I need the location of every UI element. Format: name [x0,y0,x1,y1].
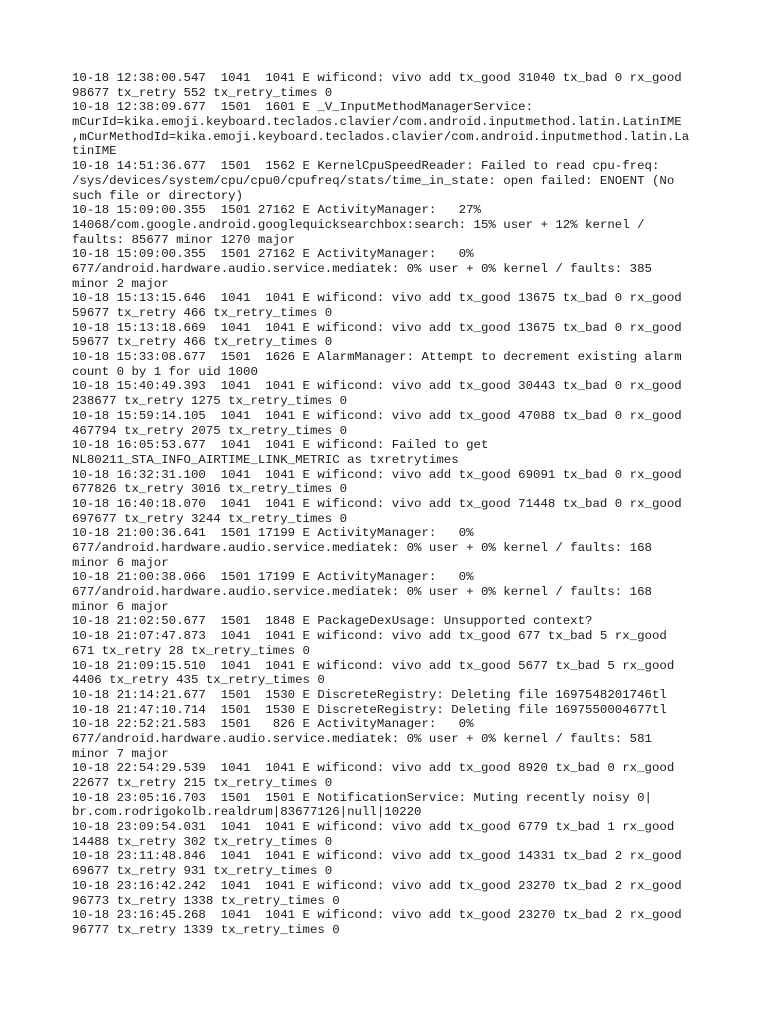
log-line: 10-18 15:40:49.393 1041 1041 E wificond: vivo add tx_good 30443 tx_bad 0 rx_good [72,379,682,394]
log-line: 10-18 21:07:47.873 1041 1041 E wificond: vivo add tx_good 677 tx_bad 5 rx_good [72,629,667,644]
log-line: br.com.rodrigokolb.realdrum|83677126|null|10220 [72,805,422,820]
log-line: minor 2 major [72,276,169,291]
log-line: 10-18 21:47:10.714 1501 1530 E DiscreteRegistry: Deleting file 1697550004677tl [72,702,667,717]
log-line: minor 7 major [72,746,169,761]
log-line: 10-18 21:00:38.066 1501 17199 E ActivityManager: 0% [72,570,474,585]
log-line: 10-18 22:54:29.539 1041 1041 E wificond: vivo add tx_good 8920 tx_bad 0 rx_good [72,761,675,776]
log-line: 59677 tx_retry 466 tx_retry_times 0 [72,335,333,350]
log-line: 677/android.hardware.audio.service.mediatek: 0% user + 0% kernel / faults: 581 [72,731,652,746]
log-line: 671 tx_retry 28 tx_retry_times 0 [72,643,310,658]
log-line: 10-18 12:38:00.547 1041 1041 E wificond: vivo add tx_good 31040 tx_bad 0 rx_good [72,71,682,85]
log-line: 10-18 15:13:18.669 1041 1041 E wificond: vivo add tx_good 13675 tx_bad 0 rx_good [72,320,682,335]
log-line: 96777 tx_retry 1339 tx_retry_times 0 [72,922,340,937]
log-line: 10-18 16:05:53.677 1041 1041 E wificond: Failed to get [72,438,489,453]
log-line: 10-18 15:09:00.355 1501 27162 E ActivityManager: 27% [72,203,481,218]
log-line: 10-18 15:13:15.646 1041 1041 E wificond: vivo add tx_good 13675 tx_bad 0 rx_good [72,291,682,306]
log-line: 14068/com.google.android.googlequicksearchbox:search: 15% user + 12% kernel / [72,217,645,232]
log-line: 10-18 23:16:42.242 1041 1041 E wificond: vivo add tx_good 23270 tx_bad 2 rx_good [72,878,682,893]
log-line: NL80211_STA_INFO_AIRTIME_LINK_METRIC as txretrytimes [72,452,459,467]
log-line: faults: 85677 minor 1270 major [72,232,296,247]
log-line: 96773 tx_retry 1338 tx_retry_times 0 [72,893,340,908]
log-line: 10-18 15:59:14.105 1041 1041 E wificond: vivo add tx_good 47088 tx_bad 0 rx_good [72,408,682,423]
log-line: 677/android.hardware.audio.service.mediatek: 0% user + 0% kernel / faults: 385 [72,261,652,276]
log-line: 677/android.hardware.audio.service.mediatek: 0% user + 0% kernel / faults: 168 [72,585,652,600]
log-line: such file or directory) [72,188,244,203]
log-line: 10-18 16:32:31.100 1041 1041 E wificond: vivo add tx_good 69091 tx_bad 0 rx_good [72,467,682,482]
log-line: 59677 tx_retry 466 tx_retry_times 0 [72,306,333,320]
log-text-block [72,71,722,938]
log-line: 677/android.hardware.audio.service.mediatek: 0% user + 0% kernel / faults: 168 [72,541,652,555]
log-line: 14488 tx_retry 302 tx_retry_times 0 [72,834,333,849]
log-line: 10-18 12:38:09.677 1501 1601 E _V_InputMethodManagerService: [72,100,534,115]
log-line: /sys/devices/system/cpu/cpu0/cpufreq/stats/time_in_state: open failed: ENOENT (No [72,173,675,188]
log-line: 10-18 23:05:16.703 1501 1501 E NotificationService: Muting recently noisy 0| [72,790,652,805]
log-line: minor 6 major [72,599,169,614]
log-line: 10-18 23:16:45.268 1041 1041 E wificond: vivo add tx_good 23270 tx_bad 2 rx_good [72,908,682,923]
log-line: 238677 tx_retry 1275 tx_retry_times 0 [72,394,348,409]
log-line: 10-18 23:09:54.031 1041 1041 E wificond: vivo add tx_good 6779 tx_bad 1 rx_good [72,820,675,835]
log-line: ,mCurMethodId=kika.emoji.keyboard.teclados.clavier/com.android.inputmethod.latin.La [72,129,690,144]
log-line: 10-18 22:52:21.583 1501 826 E ActivityManager: 0% [72,717,474,732]
log-line: 10-18 16:40:18.070 1041 1041 E wificond: vivo add tx_good 71448 tx_bad 0 rx_good [72,496,682,511]
log-line: mCurId=kika.emoji.keyboard.teclados.clavier/com.android.inputmethod.latin.LatinIME [72,115,682,130]
log-line: 4406 tx_retry 435 tx_retry_times 0 [72,673,325,688]
log-line: 10-18 21:00:36.641 1501 17199 E ActivityManager: 0% [72,526,474,541]
log-line: tinIME [72,144,117,159]
log-line: 10-18 21:09:15.510 1041 1041 E wificond: vivo add tx_good 5677 tx_bad 5 rx_good [72,658,675,673]
log-line: 10-18 15:33:08.677 1501 1626 E AlarmManager: Attempt to decrement existing alarm [72,350,682,365]
log-line: 10-18 15:09:00.355 1501 27162 E ActivityManager: 0% [72,247,474,262]
log-line: 467794 tx_retry 2075 tx_retry_times 0 [72,423,348,438]
log-line: minor 6 major [72,555,169,570]
log-line: 69677 tx_retry 931 tx_retry_times 0 [72,864,333,879]
log-line: 10-18 23:11:48.846 1041 1041 E wificond: vivo add tx_good 14331 tx_bad 2 rx_good [72,849,682,864]
log-line: 10-18 14:51:36.677 1501 1562 E KernelCpuSpeedReader: Failed to read cpu-freq: [72,159,660,174]
log-line: 677826 tx_retry 3016 tx_retry_times 0 [72,482,348,497]
log-line: 22677 tx_retry 215 tx_retry_times 0 [72,776,333,790]
log-line: 10-18 21:02:50.677 1501 1848 E PackageDexUsage: Unsupported context? [72,614,593,629]
log-line: 10-18 21:14:21.677 1501 1530 E DiscreteRegistry: Deleting file 1697548201746tl [72,687,667,702]
log-line: 98677 tx_retry 552 tx_retry_times 0 [72,85,333,100]
log-line: 697677 tx_retry 3244 tx_retry_times 0 [72,511,348,526]
log-line: count 0 by 1 for uid 1000 [72,364,258,379]
